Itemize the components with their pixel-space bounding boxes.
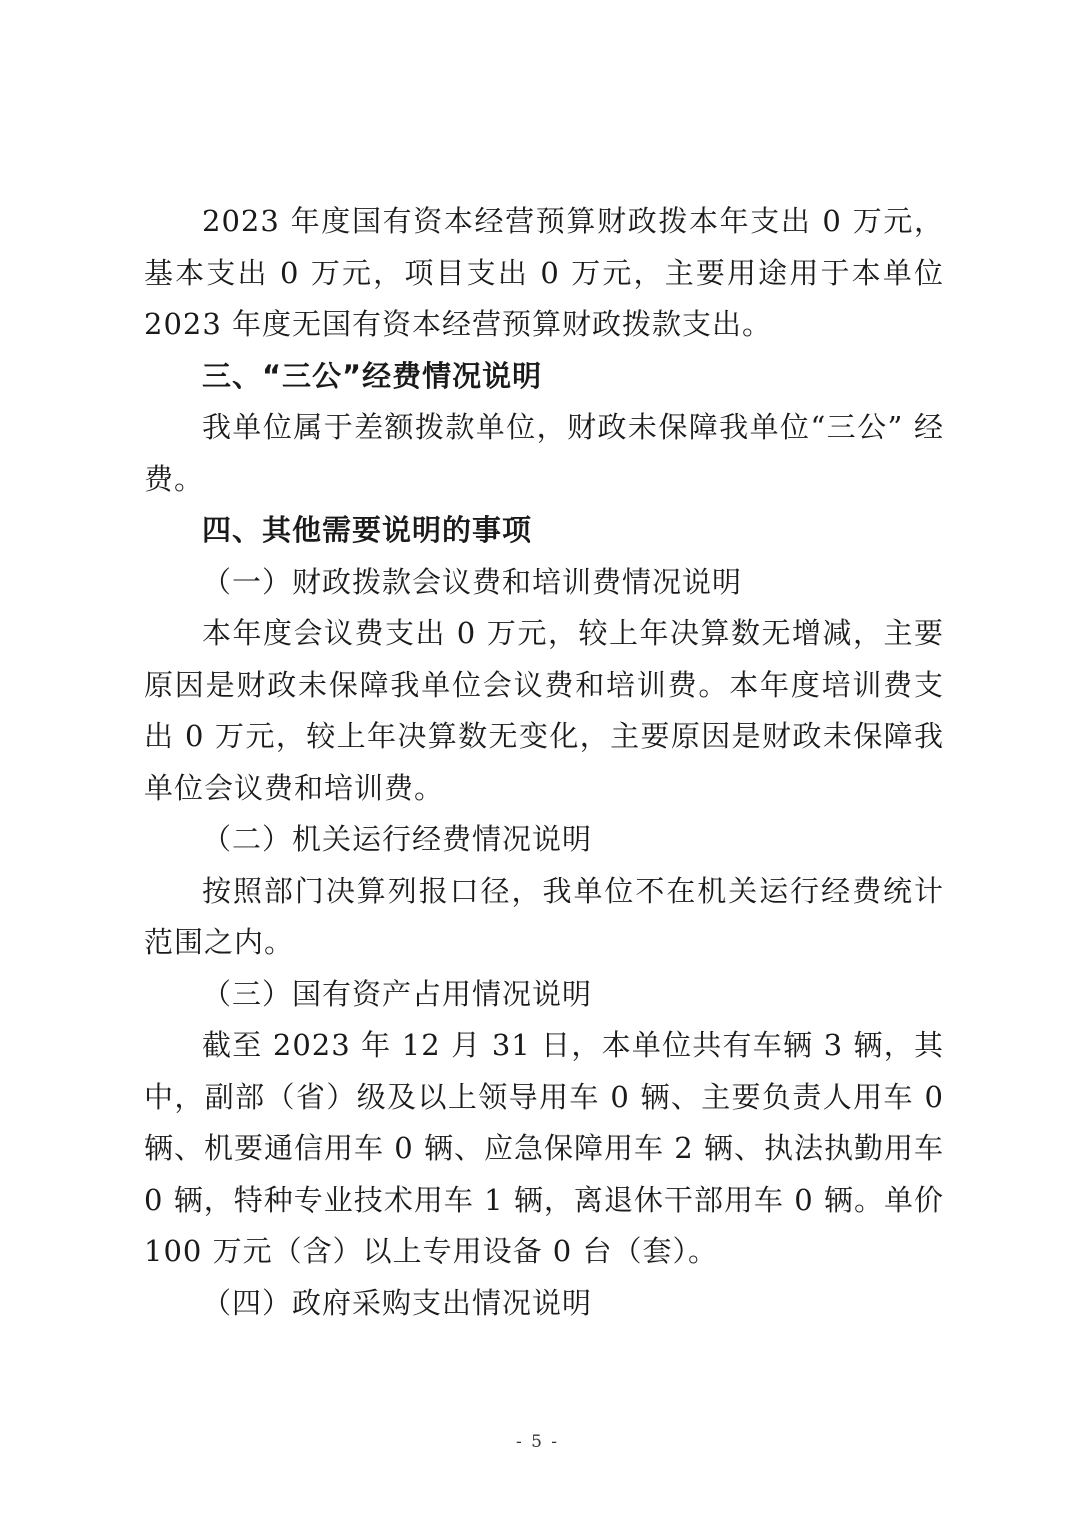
paragraph-three-public-expenses: 我单位属于差额拨款单位，财政未保障我单位“三公” 经费。 [144, 410, 944, 496]
paragraph-state-capital-budget: 2023 年度国有资本经营预算财政拨本年支出 0 万元，基本支出 0 万元，项目支出 0 万元，主要用途用于本单位 2023 年度无国有资本经营预算财政拨款支出。 [144, 204, 944, 341]
paragraph-meeting-training-fees: 本年度会议费支出 0 万元，较上年决算数无增减，主要原因是财政未保障我单位会议费和培训费。本年度培训费支出 0 万元，较上年决算数无变化，主要原因是财政未保障我单位会议费和培训费。 [144, 616, 944, 805]
paragraph-state-assets: 截至 2023 年 12 月 31 日，本单位共有车辆 3 辆，其中，副部（省）级及以上领导用车 0 辆、主要负责人用车 0 辆、机要通信用车 0 辆、应急保障用车 2 辆、执法执勤用车 0 辆，特种专业技术用车 1 辆，离退休干部用车 0 辆。单价 100 万元（含）以上专用设备 0 台（套）。 [144, 1028, 944, 1268]
page-number: - 5 - [515, 1432, 560, 1452]
paragraph-operating-expenses: 按照部门决算列报口径，我单位不在机关运行经费统计范围之内。 [144, 873, 944, 959]
subheading-state-assets: （三）国有资产占用情况说明 [202, 976, 593, 1011]
section-heading-three-public-expenses: 三、“三公”经费情况说明 [202, 358, 543, 393]
document-body [144, 196, 944, 1329]
subheading-government-procurement: （四）政府采购支出情况说明 [202, 1285, 593, 1320]
subheading-operating-expenses: （二）机关运行经费情况说明 [202, 822, 593, 856]
section-heading-other-matters: 四、其他需要说明的事项 [202, 513, 533, 547]
subheading-meeting-training-fees: （一）财政拨款会议费和培训费情况说明 [202, 564, 743, 599]
